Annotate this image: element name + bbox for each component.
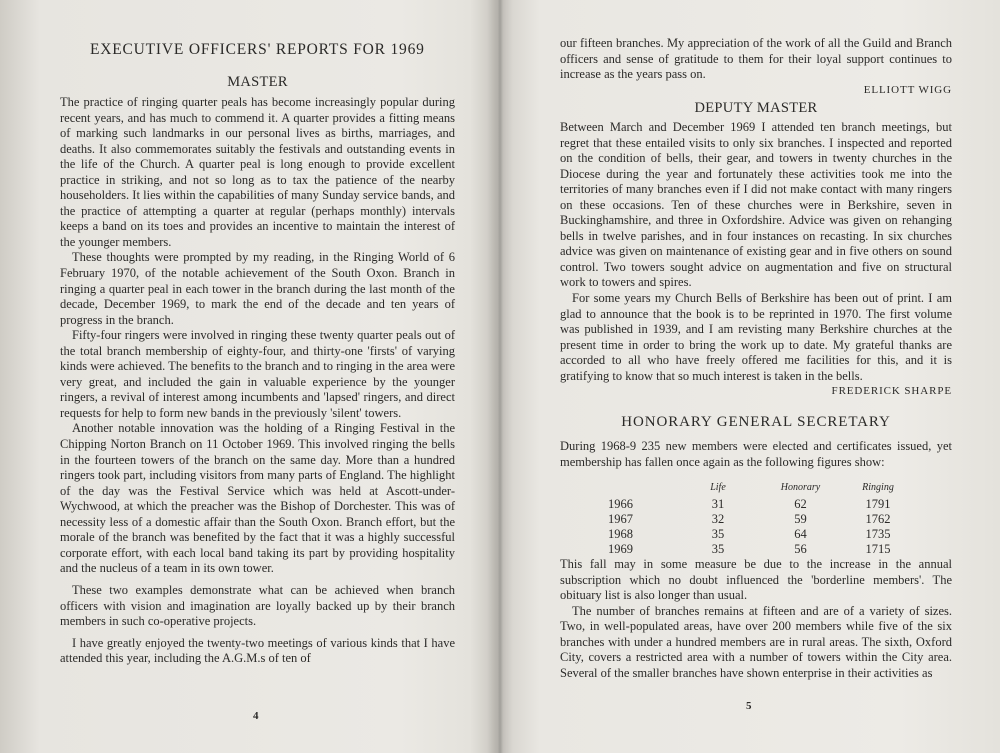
master-paragraph-3: Fifty-four ringers were involved in ringing these twenty quarter peals out of the total branch membership of eighty-four, and thirty-one 'firsts' of varying kinds were achieved. The benefits to the branch and to ringing in the area were very great, and included the gain in valuable experience by the younger ringers, a revival of interest among incumbents and 'lapsed' ringers, and direct requests for help to form new bands in the previously 'silent' towers.	[60, 328, 455, 420]
section-heading-secretary: HONORARY GENERAL SECRETARY	[621, 414, 891, 430]
master-report-body	[60, 95, 455, 667]
table-cell-life: 31	[711, 497, 725, 512]
master-signature: ELLIOTT WIGG	[863, 83, 952, 96]
deputy-paragraph-1: Between March and December 1969 I attended ten branch meetings, but regret that these entailed visits to only six branches. I inspected and reported on the condition of bells, their gear, and towers in twenty churches in the Diocese during the year and fortunately these activities took me into the territories of many branches even if I did not make contact with many ringers on these occasions. Ten of these churches were in Berkshire, seven in Buckinghamshire, and three in Oxfordshire. Advice was given on rehanging bells in twelve parishes, and in four instances on recasting. In six churches advice was given on maintenance of existing gear and in five others on sound control. Two towers sought advice on augmentation and five on structural work to towers and spires.	[560, 120, 952, 290]
deputy-report-body	[560, 120, 952, 384]
book-gutter	[487, 0, 513, 753]
master-paragraph-5: These two examples demonstrate what can be achieved when branch officers with vision and imagination are loyally backed up by their branch members in such co-operative projects.	[60, 582, 455, 629]
table-cell-year: 1968	[608, 527, 633, 542]
master-continuation-text: our fifteen branches. My appreciation of the work of all the Guild and Branch officers and sense of gratitude to them for their loyal support continues to increase as the years pass on.	[560, 36, 952, 82]
table-header-honorary: Honorary	[780, 482, 821, 494]
master-paragraph-1: The practice of ringing quarter peals has become increasingly popular during recent years, and has much to commend it. A quarter provides a fitting means of marking such landmarks in our personal lives as births, marriages, and deaths. It also commemorates suitably the festivals and outstanding events in the life of the Church. A quarter peal is long enough to provide excellent practice in striking, and not so long as to tax the patience of the nearby householders. It lies within the capabilities of many Sunday service bands, and the practice of attempting a quarter at regular (perhaps monthly) intervals keeps a band on its toes and provides an incentive to maintain the interest of the younger members.	[60, 95, 455, 249]
table-header-ringing: Ringing	[862, 482, 894, 494]
secretary-paragraph-1: This fall may in some measure be due to the increase in the annual subscription which no doubt influenced the 'borderline members'. The obituary list is also longer than usual.	[560, 557, 952, 603]
table-header-year	[608, 482, 678, 497]
table-row	[608, 527, 913, 542]
master-paragraph-2: These thoughts were prompted by my reading, in the Ringing World of 6 February 1970, of the notable achievement of the South Oxon. Branch in ringing a quarter peal in each tower in the branch during the last month of the decade, December 1969, to mark the end of the decade and ten years of progress in the branch.	[60, 250, 455, 327]
table-cell-ringing: 1791	[865, 497, 891, 512]
table-header-life: Life	[710, 482, 726, 494]
section-heading-master: MASTER	[227, 74, 288, 90]
table-cell-life: 32	[711, 512, 725, 527]
page-number-right: 5	[746, 700, 752, 712]
table-cell-honorary: 59	[794, 512, 807, 527]
section-heading-deputy-master: DEPUTY MASTER	[694, 100, 818, 116]
master-section	[60, 74, 455, 667]
table-row	[608, 497, 913, 512]
table-cell-ringing: 1762	[865, 512, 891, 527]
table-cell-honorary: 62	[794, 497, 807, 512]
master-paragraph-4: Another notable innovation was the holding of a Ringing Festival in the Chipping Norton Branch on 11 October 1969. This involved ringing the bells in the fourteen towers of the branch on the same day. More than a hundred ringers took part, including visitors from many parts of England. The highlight of the day was the Festival Service which was held at Ascott-under-Wychwood, at which the preacher was the Bishop of Dorchester. This was of necessity less of a domestic affair than the South Oxon. Branch effort, but the morale of the branch was benefited by the fact that it was a highly successful corporate effort, with each local band taking its part by providing hospitality and the nucleus of a team in its own tower.	[60, 421, 455, 576]
page-title: EXECUTIVE OFFICERS' REPORTS FOR 1969	[90, 41, 425, 58]
table-cell-honorary: 64	[794, 527, 807, 542]
table-cell-year: 1969	[608, 542, 633, 557]
table-cell-ringing: 1735	[865, 527, 891, 542]
right-page	[560, 0, 952, 753]
secretary-paragraph-2: The number of branches remains at fifteen and are of a variety of sizes. Two, in well-populated areas, have over 200 members while five of the six branches with under a hundred members are in rural areas. The sixth, Oxford City, covers a restricted area with a number of towers within the City area. Several of the smaller branches have shown enterprise in their activities as	[560, 603, 952, 680]
page-number-left: 4	[253, 710, 259, 722]
secretary-section	[560, 414, 952, 681]
deputy-master-section	[560, 100, 952, 399]
table-cell-life: 35	[711, 527, 725, 542]
table-cell-year: 1966	[608, 497, 633, 512]
table-row	[608, 512, 913, 527]
left-page	[60, 0, 455, 753]
table-cell-honorary: 56	[794, 542, 807, 557]
deputy-paragraph-2: For some years my Church Bells of Berkshire has been out of print. I am glad to announce that the book is to be reprinted in 1970. The first volume was published in 1939, and I am revisting many Berkshire churches at the present time in order to bring the work up to date. My grateful thanks are accorded to all who have freely offered me facilities for this, and it is gratifying to know that so much interest is taken in the bells.	[560, 291, 952, 383]
master-continuation	[560, 36, 952, 98]
secretary-report-body	[560, 557, 952, 681]
secretary-intro: During 1968-9 235 new members were elected and certificates issued, yet membership has fallen once again as the following figures show:	[560, 439, 952, 469]
table-row	[608, 542, 913, 557]
membership-table-header	[608, 482, 913, 497]
master-paragraph-6: I have greatly enjoyed the twenty-two meetings of various kinds that I have attended this year, including the A.G.M.s of ten of	[60, 635, 455, 666]
membership-table	[608, 482, 913, 557]
table-cell-year: 1967	[608, 512, 633, 527]
table-cell-ringing: 1715	[865, 542, 891, 557]
deputy-signature: FREDERICK SHARPE	[831, 385, 952, 398]
table-cell-life: 35	[711, 542, 725, 557]
